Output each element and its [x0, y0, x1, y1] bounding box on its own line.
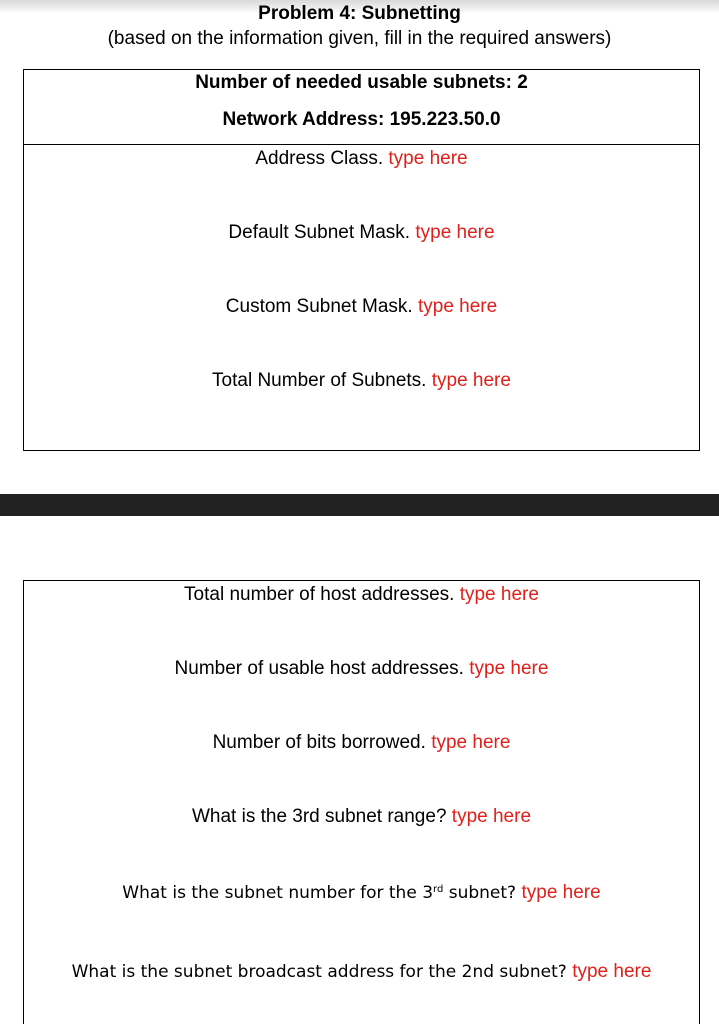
question-usable-host-addresses: [24, 657, 699, 681]
question-third-subnet-range: [24, 805, 699, 829]
total-subnets-answer[interactable]: type here: [431, 370, 511, 391]
question-label: Number of usable host addresses.: [174, 658, 464, 679]
question-label: [122, 883, 516, 903]
question-label: What is the 3rd subnet range?: [191, 806, 447, 827]
question-label-post: subnet?: [443, 883, 517, 903]
question-label: Number of bits borrowed.: [212, 732, 426, 753]
default-subnet-mask-answer[interactable]: type here: [415, 222, 495, 243]
question-label: What is the subnet broadcast address for the 2nd subnet?: [71, 962, 567, 982]
question-label: Total number of host addresses.: [184, 584, 455, 605]
question-label-pre: What is the subnet number for the 3: [122, 883, 434, 903]
question-total-host-addresses: [24, 583, 699, 607]
question-label: Default Subnet Mask.: [228, 222, 411, 243]
network-address-label: Network Address: 195.223.50.0: [222, 109, 501, 130]
third-subnet-range-answer[interactable]: type here: [451, 806, 532, 827]
total-host-addresses-answer[interactable]: type here: [459, 584, 539, 605]
question-label: Total Number of Subnets.: [212, 370, 427, 391]
problem-title: Problem 4: Subnetting: [258, 3, 461, 24]
question-second-subnet-broadcast: [24, 960, 699, 984]
needed-subnets-label: Number of needed usable subnets: 2: [195, 72, 528, 93]
question-custom-subnet-mask: [24, 295, 699, 319]
custom-subnet-mask-answer[interactable]: type here: [417, 296, 498, 317]
bits-borrowed-answer[interactable]: type here: [431, 732, 511, 753]
question-total-subnets: [24, 369, 699, 393]
problem-subtitle: (based on the information given, fill in the required answers): [107, 28, 612, 49]
question-third-subnet-number: [24, 881, 699, 905]
address-class-answer[interactable]: type here: [388, 148, 468, 169]
page-separator-band: [0, 494, 719, 516]
third-subnet-number-answer[interactable]: type here: [521, 882, 601, 903]
header-divider: [24, 144, 699, 145]
usable-host-addresses-answer[interactable]: type here: [469, 658, 549, 679]
question-bits-borrowed: [24, 731, 699, 755]
questions-box: [23, 580, 700, 1024]
ordinal-suffix: rd: [433, 884, 444, 895]
given-info-box: [23, 69, 700, 451]
second-subnet-broadcast-answer[interactable]: type here: [572, 961, 652, 982]
question-label: Address Class.: [255, 148, 384, 169]
question-address-class: [24, 147, 699, 171]
question-label: Custom Subnet Mask.: [225, 296, 413, 317]
question-default-subnet-mask: [24, 221, 699, 245]
